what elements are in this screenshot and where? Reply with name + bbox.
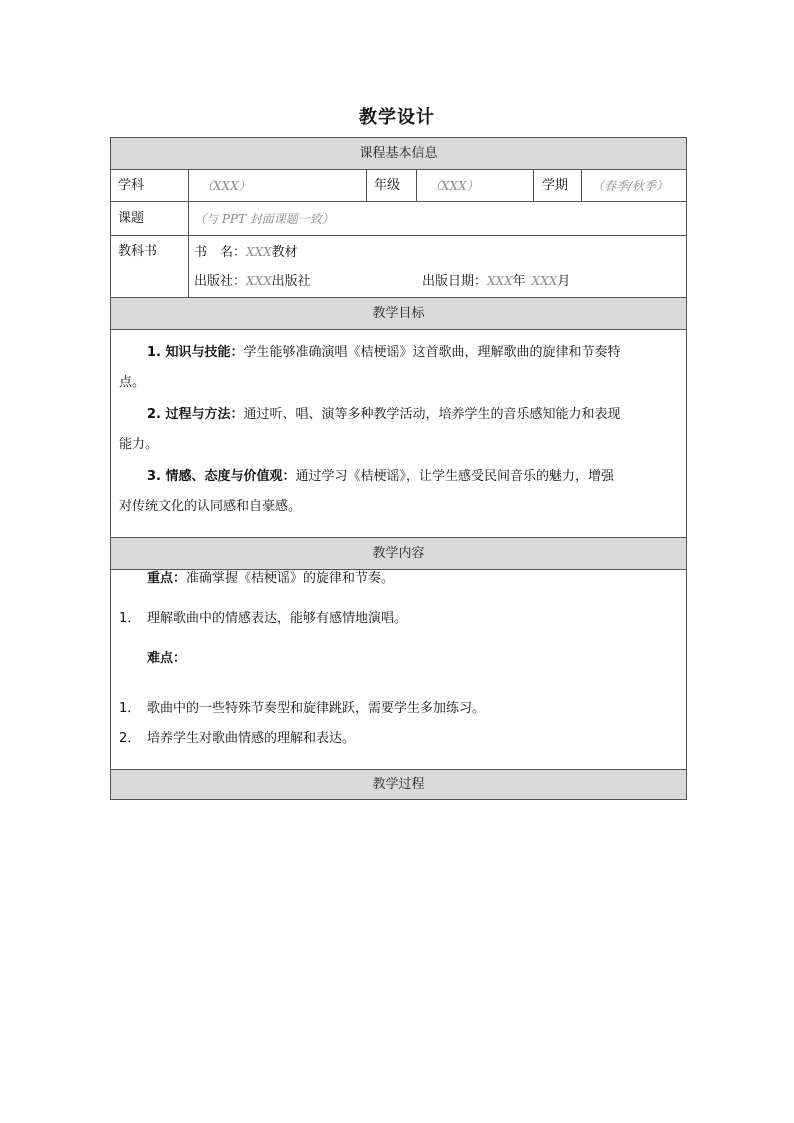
grade-cell xyxy=(416,170,533,201)
objective-3 xyxy=(119,462,679,522)
objective-1-text-a: 学生能够准确演唱《桔梗谣》这首歌曲，理解歌曲的旋律和节奏特 xyxy=(243,345,621,360)
subject-value: （XXX） xyxy=(201,179,251,193)
textbook-label: 教科书 xyxy=(118,244,158,259)
topic-value: （与 PPT 封面课题一致） xyxy=(194,212,334,226)
objective-2-text-b: 能力。 xyxy=(119,437,159,452)
diff-item-1-text: 歌曲中的一些特殊节奏型和旋律跳跃，需要学生多加练习。 xyxy=(147,701,486,716)
key-item-1-text: 理解歌曲中的情感表达，能够有感情地演唱。 xyxy=(147,611,408,626)
objectives-body xyxy=(111,330,686,538)
subject-label: 学科 xyxy=(118,178,145,193)
objective-1-title: 1. 知识与技能： xyxy=(147,345,244,360)
topic-cell xyxy=(188,202,686,235)
textbook-details xyxy=(188,236,686,297)
topic-label: 课题 xyxy=(118,211,145,226)
grade-label: 年级 xyxy=(366,170,416,201)
section-header-objectives: 教学目标 xyxy=(111,298,686,330)
objective-2 xyxy=(119,400,679,460)
objective-3-text-b: 对传统文化的认同感和自豪感。 xyxy=(119,499,302,514)
term-value: （春季/秋季） xyxy=(592,179,669,193)
book-name-line xyxy=(194,236,686,266)
book-name-label: 书 名： xyxy=(194,245,247,260)
objective-2-title: 2. 过程与方法： xyxy=(147,407,244,422)
objective-1 xyxy=(119,338,679,398)
book-name-suffix: 教材 xyxy=(271,245,298,260)
book-name-placeholder: XXX xyxy=(246,245,272,259)
section-header-content: 教学内容 xyxy=(111,538,686,570)
difficulty-label: 难点： xyxy=(147,651,187,666)
grade-value: （XXX） xyxy=(429,179,479,193)
term-cell xyxy=(581,170,686,201)
diff-item-2-number: 2． xyxy=(119,731,141,746)
publisher-label: 出版社： xyxy=(194,274,247,289)
year-char: 年 xyxy=(512,274,526,289)
key-item-1-number: 1． xyxy=(119,611,141,626)
publisher-placeholder: XXX xyxy=(246,274,272,288)
key-point-label: 重点： xyxy=(147,571,187,586)
section-header-basic-info: 课程基本信息 xyxy=(111,138,686,170)
objective-1-text-b: 点。 xyxy=(119,375,146,390)
pub-year-placeholder: XXX xyxy=(487,274,513,288)
diff-item-1-number: 1． xyxy=(119,701,141,716)
document-title: 教学设计 xyxy=(359,107,435,128)
info-row-textbook xyxy=(111,236,686,298)
publisher-suffix: 出版社 xyxy=(271,274,311,289)
key-item-1 xyxy=(119,604,407,634)
key-point-text: 准确掌握《桔梗谣》的旋律和节奏。 xyxy=(186,571,395,586)
objective-3-title: 3. 情感、态度与价值观： xyxy=(147,469,296,484)
pub-month-placeholder: XXX xyxy=(531,274,558,288)
content-body xyxy=(111,570,686,770)
subject-cell xyxy=(188,170,366,201)
objective-3-text-a: 通过学习《桔梗谣》，让学生感受民间音乐的魅力，增强 xyxy=(295,469,615,484)
info-row-topic xyxy=(111,202,686,236)
section-header-process: 教学过程 xyxy=(111,770,686,799)
diff-item-2-text: 培养学生对歌曲情感的理解和表达。 xyxy=(147,731,356,746)
pub-date-label: 出版日期： xyxy=(422,274,488,289)
month-char: 月 xyxy=(557,274,571,289)
diff-item-2 xyxy=(119,724,355,754)
pub-date xyxy=(422,266,570,297)
diff-item-1 xyxy=(119,694,485,724)
key-point xyxy=(147,564,394,594)
term-label: 学期 xyxy=(533,170,581,201)
objective-2-text-a: 通过听、唱、演等多种教学活动，培养学生的音乐感知能力和表现 xyxy=(243,407,621,422)
publisher-line xyxy=(194,266,686,296)
lesson-plan-table xyxy=(110,137,687,800)
info-row-subject xyxy=(111,170,686,202)
